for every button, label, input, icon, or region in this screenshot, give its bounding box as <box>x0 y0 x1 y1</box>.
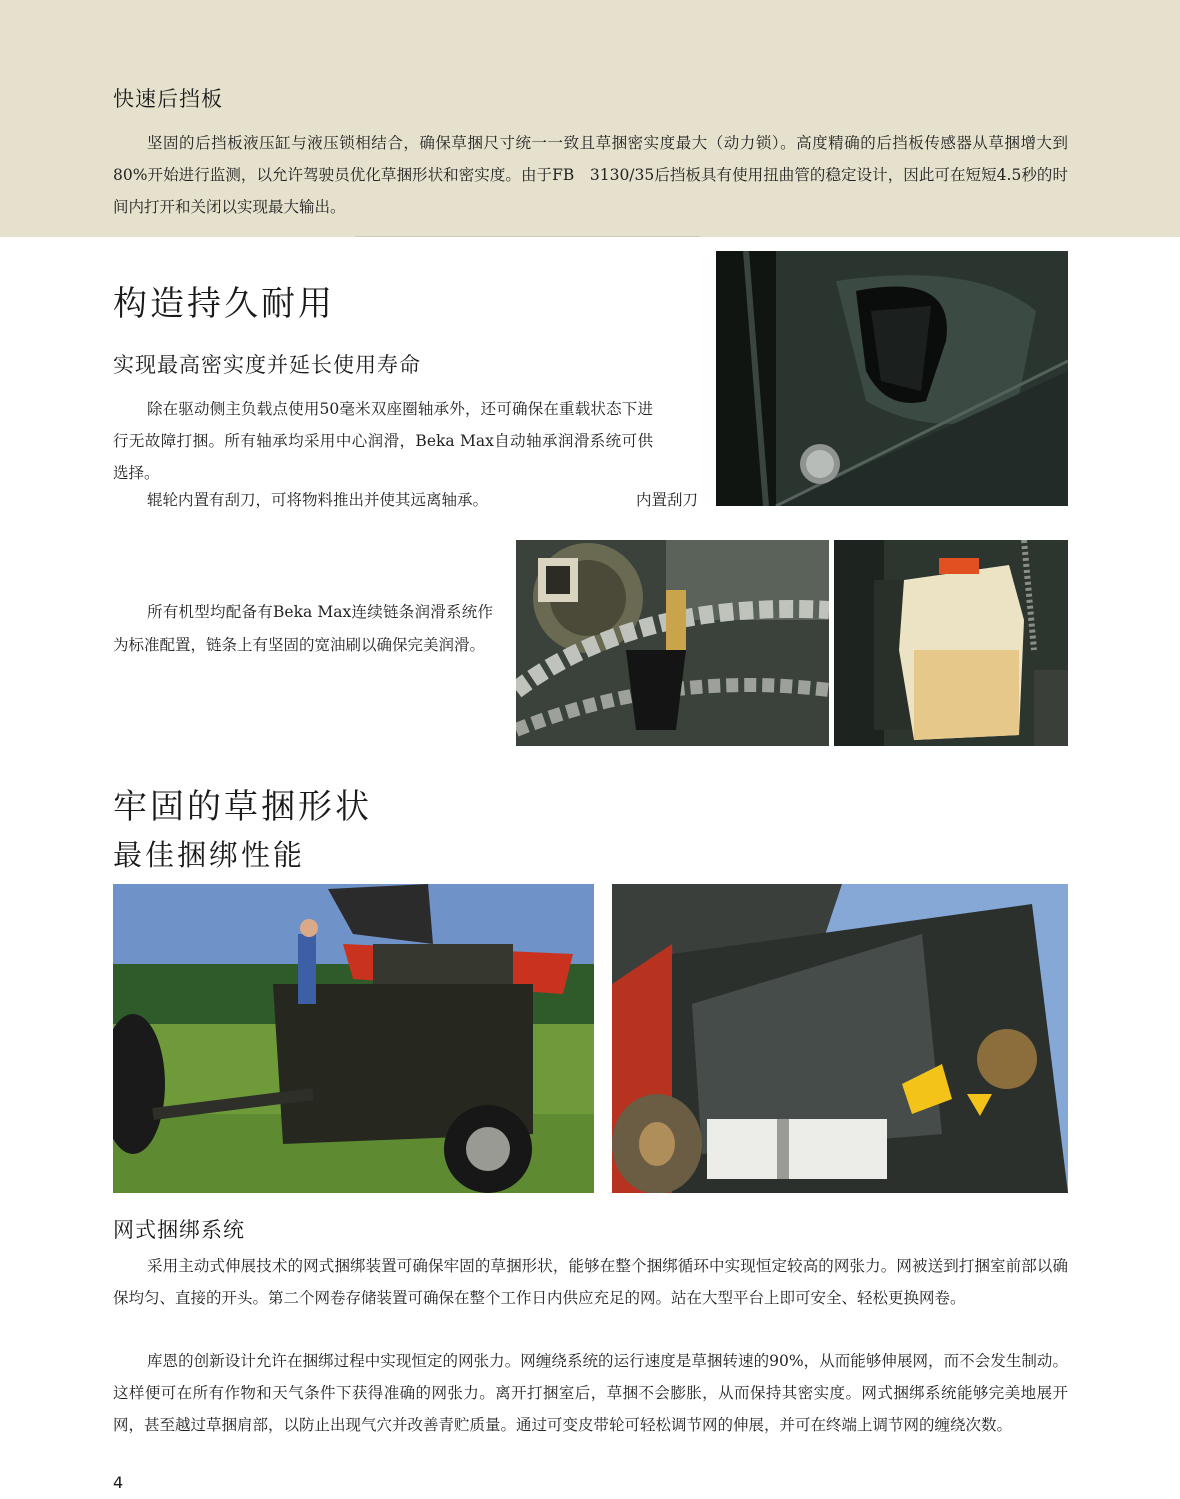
tailgate-paragraph: 坚固的后挡板液压缸与液压锁相结合，确保草捆尺寸统一一致且草捆密实度最大（动力锁）。高度精确的后挡板传感器从草捆增大到80%开始进行监测，以允许驾驶员优化草捆形状和密实度。由于FB 3130/35后挡板具有使用扭曲管的稳定设计，因此可在短短4.5秒的时间内打开和关闭以实现最大输出。 <box>113 134 1068 216</box>
durable-subtitle: 实现最高密实度并延长使用寿命 <box>113 353 421 377</box>
scraper-caption: 内置刮刀 <box>636 491 699 509</box>
page-number: 4 <box>113 1473 124 1492</box>
net-wrap-heading: 网式捆绑系统 <box>113 1218 245 1242</box>
scraper-photo <box>716 251 1068 506</box>
bale-title: 牢固的草捆形状 <box>113 787 372 827</box>
baler-field-photo <box>113 884 594 1193</box>
top-band-divider <box>355 236 700 237</box>
tailgate-heading: 快速后挡板 <box>113 87 223 111</box>
durable-title: 构造持久耐用 <box>113 284 335 324</box>
bale-subtitle: 最佳捆绑性能 <box>113 838 306 872</box>
chain-brush-photo <box>516 540 829 746</box>
net-wrap-photo <box>612 884 1068 1193</box>
net-wrap-paragraph-1: 采用主动式伸展技术的网式捆绑装置可确保牢固的草捆形状，能够在整个捆绑循环中实现恒定较高的网张力。网被送到打捆室前部以确保均匀、直接的开头。第二个网卷存储装置可确保在整个工作日内供应充足的网。站在大型平台上即可安全、轻松更换网卷。 <box>113 1257 1068 1307</box>
net-wrap-paragraph-2: 库恩的创新设计允许在捆绑过程中实现恒定的网张力。网缠绕系统的运行速度是草捆转速的90%，从而能够伸展网，而不会发生制动。这样便可在所有作物和天气条件下获得准确的网张力。离开打捆室后，草捆不会膨胀，从而保持其密实度。网式捆绑系统能够完美地展开网，甚至越过草捆肩部，以防止出现气穴并改善青贮质量。通过可变皮带轮可轻松调节网的伸展，并可在终端上调节网的缠绕次数。 <box>113 1352 1068 1434</box>
durable-paragraph-2: 辊轮内置有刮刀，可将物料推出并使其远离轴承。 <box>147 491 489 509</box>
durable-paragraph-1: 除在驱动侧主负载点使用50毫米双座圈轴承外，还可确保在重载状态下进行无故障打捆。所有轴承均采用中心润滑，Beka Max自动轴承润滑系统可供选择。 <box>113 400 653 482</box>
oil-reservoir-photo <box>834 540 1068 746</box>
chain-paragraph: 所有机型均配备有Beka Max连续链条润滑系统作为标准配置，链条上有坚固的宽油刷以确保完美润滑。 <box>113 603 493 654</box>
